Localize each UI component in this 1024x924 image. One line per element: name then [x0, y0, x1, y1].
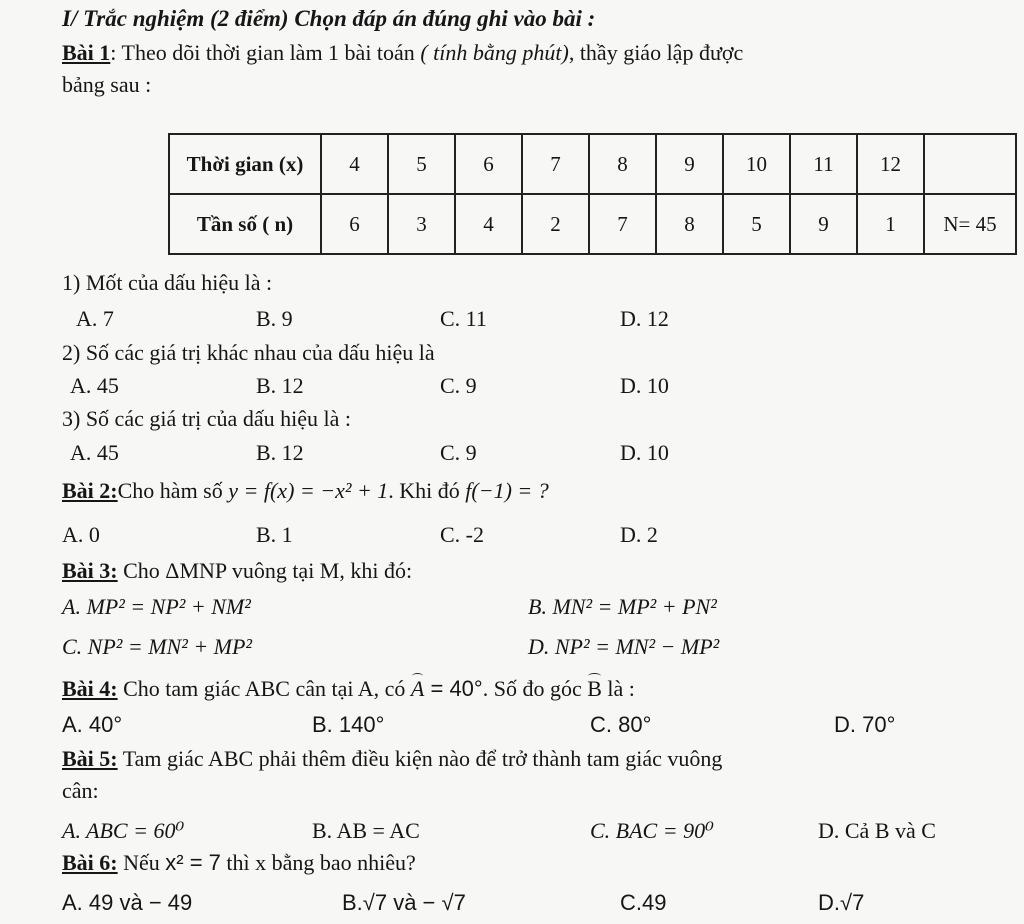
table-cell: 9 — [656, 134, 723, 194]
bai3-option-b[interactable]: B. MN² = MP² + PN² — [528, 594, 717, 619]
angle-b: B — [587, 676, 602, 701]
bai3-option-c[interactable]: C. NP² = MN² + MP² — [62, 634, 253, 659]
bai6-question — [62, 850, 416, 876]
table-cell: 12 — [857, 134, 924, 194]
angle-a: A — [410, 676, 425, 701]
bai5-option-d[interactable]: D. Cả B và C — [818, 818, 936, 843]
row-label-time: Thời gian (x) — [169, 134, 321, 194]
bai5-label: Bài 5: — [62, 746, 118, 771]
bai1-text-b: , thầy giáo lập được — [568, 40, 744, 65]
bai4-question — [62, 676, 635, 702]
table-cell: 5 — [723, 194, 790, 254]
table-cell: 3 — [388, 194, 455, 254]
q2-option-c[interactable]: C. 9 — [440, 373, 477, 398]
bai4-label: Bài 4: — [62, 676, 118, 701]
bai5-question — [62, 746, 722, 772]
q3-option-b[interactable]: B. 12 — [256, 440, 304, 465]
bai2-option-b[interactable]: B. 1 — [256, 522, 293, 547]
bai4-option-c[interactable]: C. 80° — [590, 712, 652, 737]
table-cell-empty — [924, 134, 1016, 194]
bai5-option-c[interactable]: C. BAC = 90⁰ — [590, 818, 714, 843]
bai4-text-a: Cho tam giác ABC cân tại A, có — [123, 676, 411, 701]
table-cell: 1 — [857, 194, 924, 254]
frequency-table — [168, 133, 1017, 255]
bai3-option-a[interactable]: A. MP² = NP² + NM² — [62, 594, 251, 619]
table-cell: 7 — [589, 194, 656, 254]
bai4-text-b: . Số đo góc — [482, 676, 588, 701]
bai4-option-d[interactable]: D. 70° — [834, 712, 896, 737]
q1-option-a[interactable]: A. 7 — [76, 306, 114, 331]
table-cell: 10 — [723, 134, 790, 194]
bai6-option-c[interactable]: C.49 — [620, 890, 667, 915]
q2-option-a[interactable]: A. 45 — [70, 373, 119, 398]
bai4-option-b[interactable]: B. 140° — [312, 712, 385, 737]
table-row-time — [169, 134, 1016, 194]
section-header: I/ Trắc nghiệm (2 điểm) Chọn đáp án đúng ghi vào bài : — [62, 6, 596, 31]
table-cell: 7 — [522, 134, 589, 194]
bai5-text-a: Tam giác ABC phải thêm điều kiện nào để trở thành tam giác vuông — [122, 746, 723, 771]
table-cell-total: N= 45 — [924, 194, 1016, 254]
bai1-text-a: : Theo dõi thời gian làm 1 bài toán — [110, 40, 421, 65]
bai3-question — [62, 558, 412, 584]
bai1-intro — [62, 40, 743, 66]
bai6-label: Bài 6: — [62, 850, 118, 875]
table-cell: 8 — [656, 194, 723, 254]
bai5-option-a[interactable]: A. ABC = 60⁰ — [62, 818, 185, 843]
bai2-query: f(−1) = ? — [465, 478, 549, 503]
q2-option-b[interactable]: B. 12 — [256, 373, 304, 398]
q1-option-b[interactable]: B. 9 — [256, 306, 293, 331]
bai6-text-a: Nếu — [123, 850, 166, 875]
bai2-label: Bài 2: — [62, 478, 118, 503]
table-cell: 5 — [388, 134, 455, 194]
bai2-option-d[interactable]: D. 2 — [620, 522, 658, 547]
question-1: 1) Mốt của dấu hiệu là : — [62, 270, 273, 295]
q3-option-d[interactable]: D. 10 — [620, 440, 669, 465]
q3-option-a[interactable]: A. 45 — [70, 440, 119, 465]
table-cell: 4 — [455, 194, 522, 254]
bai3-option-d[interactable]: D. NP² = MN² − MP² — [528, 634, 720, 659]
bai2-question — [62, 478, 549, 504]
q3-option-c[interactable]: C. 9 — [440, 440, 477, 465]
bai2-text-a: Cho hàm số — [117, 478, 229, 503]
table-cell: 2 — [522, 194, 589, 254]
bai4-option-a[interactable]: A. 40° — [62, 712, 123, 737]
bai2-formula: y = f(x) = −x² + 1 — [228, 478, 389, 503]
bai1-intro-cont: bảng sau : — [62, 72, 152, 97]
table-cell: 9 — [790, 194, 857, 254]
bai6-formula: x² = 7 — [165, 850, 221, 875]
q1-option-c[interactable]: C. 11 — [440, 306, 487, 331]
q2-option-d[interactable]: D. 10 — [620, 373, 669, 398]
bai3-label: Bài 3: — [62, 558, 118, 583]
angle-a-value: = 40° — [424, 676, 483, 701]
bai5-option-b[interactable]: B. AB = AC — [312, 818, 420, 843]
question-2: 2) Số các giá trị khác nhau của dấu hiệu là — [62, 340, 435, 365]
q1-option-d[interactable]: D. 12 — [620, 306, 669, 331]
bai1-note: ( tính bằng phút) — [420, 40, 569, 65]
table-cell: 4 — [321, 134, 388, 194]
bai5-question-cont: cân: — [62, 778, 99, 803]
table-cell: 6 — [321, 194, 388, 254]
bai6-option-a[interactable]: A. 49 và − 49 — [62, 890, 193, 915]
row-label-frequency: Tần số ( n) — [169, 194, 321, 254]
table-row-frequency — [169, 194, 1016, 254]
bai6-text-b: thì x bằng bao nhiêu? — [220, 850, 416, 875]
bai1-label: Bài 1 — [62, 40, 111, 65]
bai2-option-c[interactable]: C. -2 — [440, 522, 484, 547]
table-cell: 11 — [790, 134, 857, 194]
table-cell: 8 — [589, 134, 656, 194]
bai6-option-d[interactable]: D.√7 — [818, 890, 865, 915]
bai2-option-a[interactable]: A. 0 — [62, 522, 100, 547]
bai2-text-b: . Khi đó — [388, 478, 466, 503]
bai3-text: Cho ΔMNP vuông tại M, khi đó: — [123, 558, 413, 583]
bai6-option-b[interactable]: B.√7 và − √7 — [342, 890, 466, 915]
table-cell: 6 — [455, 134, 522, 194]
question-3: 3) Số các giá trị của dấu hiệu là : — [62, 406, 351, 431]
bai4-text-c: là : — [601, 676, 635, 701]
